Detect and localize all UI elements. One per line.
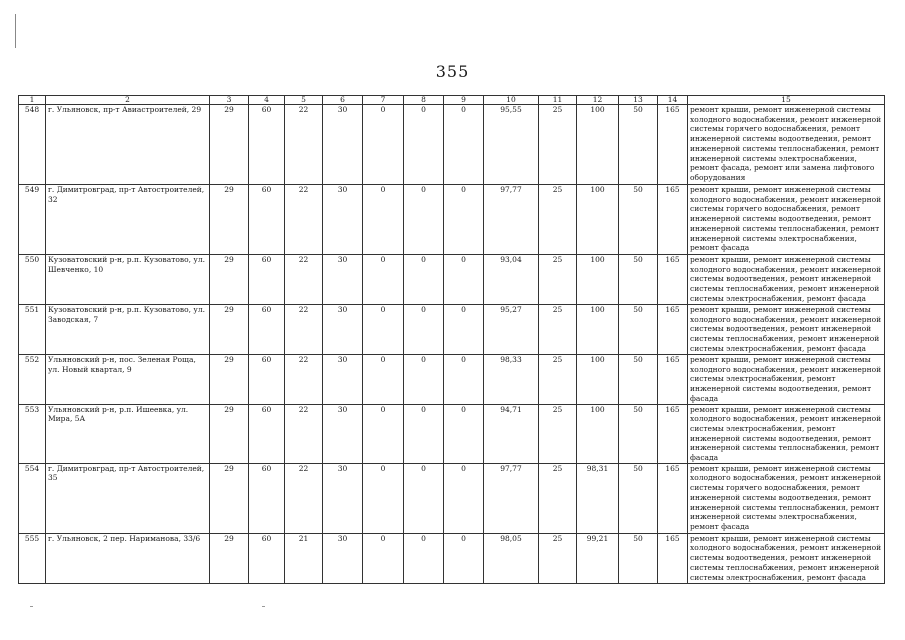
column-header: 1	[19, 96, 46, 105]
value-cell: 22	[285, 255, 323, 305]
value-cell: 25	[539, 185, 577, 255]
address-cell: Кузоватовский р-н, р.п. Кузоватово, ул. Заводская, 7	[46, 305, 210, 355]
value-cell: 165	[658, 355, 688, 405]
value-cell: 0	[363, 255, 404, 305]
value-cell: 0	[363, 185, 404, 255]
address-cell: г. Ульяновск, пр-т Авиастроителей, 29	[46, 105, 210, 185]
table-row	[19, 305, 885, 355]
row-number: 550	[19, 255, 46, 305]
scan-dot	[30, 606, 33, 607]
value-cell: 29	[210, 463, 249, 533]
value-cell: 30	[323, 404, 363, 463]
value-cell: 22	[285, 305, 323, 355]
value-cell: 25	[539, 463, 577, 533]
value-cell: 0	[404, 404, 444, 463]
value-cell: 0	[363, 404, 404, 463]
works-cell: ремонт крыши, ремонт инженерной системы холодного водоснабжения, ремонт инженерной системы горячего водоснабжения, ремонт инженерной системы водоотведения, ремонт инженерной системы теплоснабжения, ремонт инженерной системы электроснабжения, ремонт фасада	[688, 463, 885, 533]
value-cell: 95,55	[484, 105, 539, 185]
value-cell: 0	[404, 305, 444, 355]
address-cell: Ульяновский р-н, пос. Зеленая Роща, ул. Новый квартал, 9	[46, 355, 210, 405]
value-cell: 98,33	[484, 355, 539, 405]
value-cell: 29	[210, 185, 249, 255]
column-header: 2	[46, 96, 210, 105]
value-cell: 0	[444, 185, 484, 255]
table-row	[19, 355, 885, 405]
table-row	[19, 185, 885, 255]
value-cell: 100	[577, 255, 619, 305]
value-cell: 50	[619, 305, 658, 355]
value-cell: 165	[658, 255, 688, 305]
value-cell: 60	[249, 355, 285, 405]
value-cell: 25	[539, 105, 577, 185]
value-cell: 165	[658, 105, 688, 185]
value-cell: 30	[323, 305, 363, 355]
table-row	[19, 404, 885, 463]
value-cell: 29	[210, 255, 249, 305]
value-cell: 50	[619, 533, 658, 583]
row-number: 554	[19, 463, 46, 533]
value-cell: 0	[444, 404, 484, 463]
value-cell: 25	[539, 404, 577, 463]
value-cell: 0	[444, 105, 484, 185]
row-number: 555	[19, 533, 46, 583]
value-cell: 22	[285, 404, 323, 463]
row-number: 551	[19, 305, 46, 355]
value-cell: 165	[658, 305, 688, 355]
row-number: 552	[19, 355, 46, 405]
value-cell: 99,21	[577, 533, 619, 583]
value-cell: 0	[444, 463, 484, 533]
works-cell: ремонт крыши, ремонт инженерной системы холодного водоснабжения, ремонт инженерной системы горячего водоснабжения, ремонт инженерной системы водоотведения, ремонт инженерной системы теплоснабжения, ремонт инженерной системы электроснабжения, ремонт фасада	[688, 185, 885, 255]
address-cell: Ульяновский р-н, р.п. Ишеевка, ул. Мира, 5А	[46, 404, 210, 463]
column-header: 4	[249, 96, 285, 105]
value-cell: 0	[404, 185, 444, 255]
column-header: 15	[688, 96, 885, 105]
column-header: 13	[619, 96, 658, 105]
value-cell: 97,77	[484, 463, 539, 533]
column-header: 6	[323, 96, 363, 105]
value-cell: 0	[363, 463, 404, 533]
value-cell: 30	[323, 185, 363, 255]
value-cell: 0	[404, 355, 444, 405]
value-cell: 60	[249, 255, 285, 305]
scan-dot	[262, 606, 265, 607]
works-cell: ремонт крыши, ремонт инженерной системы холодного водоснабжения, ремонт инженерной системы водоотведения, ремонт инженерной системы теплоснабжения, ремонт инженерной системы электроснабжения, ремонт фасада	[688, 305, 885, 355]
value-cell: 60	[249, 305, 285, 355]
row-number: 548	[19, 105, 46, 185]
value-cell: 29	[210, 105, 249, 185]
address-cell: г. Димитровград, пр-т Автостроителей, 35	[46, 463, 210, 533]
value-cell: 50	[619, 105, 658, 185]
value-cell: 30	[323, 355, 363, 405]
value-cell: 60	[249, 533, 285, 583]
value-cell: 30	[323, 105, 363, 185]
value-cell: 60	[249, 404, 285, 463]
address-cell: Кузоватовский р-н, р.п. Кузоватово, ул. Шевченко, 10	[46, 255, 210, 305]
value-cell: 0	[363, 305, 404, 355]
value-cell: 0	[363, 533, 404, 583]
table-row	[19, 463, 885, 533]
column-header: 8	[404, 96, 444, 105]
value-cell: 60	[249, 463, 285, 533]
row-number: 549	[19, 185, 46, 255]
value-cell: 165	[658, 463, 688, 533]
value-cell: 100	[577, 355, 619, 405]
value-cell: 60	[249, 185, 285, 255]
value-cell: 0	[404, 463, 444, 533]
page-number: 355	[435, 62, 470, 81]
value-cell: 93,04	[484, 255, 539, 305]
value-cell: 22	[285, 185, 323, 255]
scan-edge-mark	[15, 14, 16, 48]
value-cell: 50	[619, 255, 658, 305]
value-cell: 50	[619, 404, 658, 463]
works-cell: ремонт крыши, ремонт инженерной системы холодного водоснабжения, ремонт инженерной системы водоотведения, ремонт инженерной системы теплоснабжения, ремонт инженерной системы электроснабжения, ремонт фасада	[688, 255, 885, 305]
value-cell: 30	[323, 533, 363, 583]
table-row	[19, 105, 885, 185]
value-cell: 98,05	[484, 533, 539, 583]
table-row	[19, 255, 885, 305]
value-cell: 25	[539, 305, 577, 355]
column-header: 12	[577, 96, 619, 105]
column-header: 5	[285, 96, 323, 105]
row-number: 553	[19, 404, 46, 463]
value-cell: 100	[577, 404, 619, 463]
value-cell: 0	[444, 355, 484, 405]
value-cell: 0	[404, 533, 444, 583]
column-header: 14	[658, 96, 688, 105]
value-cell: 30	[323, 463, 363, 533]
value-cell: 100	[577, 305, 619, 355]
repair-plan-table	[18, 95, 885, 584]
value-cell: 22	[285, 463, 323, 533]
value-cell: 60	[249, 105, 285, 185]
value-cell: 29	[210, 404, 249, 463]
works-cell: ремонт крыши, ремонт инженерной системы холодного водоснабжения, ремонт инженерной системы горячего водоснабжения, ремонт инженерной системы водоотведения, ремонт инженерной системы теплоснабжения, ремонт инженерной системы электроснабжения, ремонт фасада, ремонт или замена лифтового оборудования	[688, 105, 885, 185]
value-cell: 29	[210, 533, 249, 583]
column-number-row	[19, 96, 885, 105]
value-cell: 0	[404, 255, 444, 305]
value-cell: 50	[619, 463, 658, 533]
column-header: 7	[363, 96, 404, 105]
value-cell: 94,71	[484, 404, 539, 463]
works-cell: ремонт крыши, ремонт инженерной системы холодного водоснабжения, ремонт инженерной системы водоотведения, ремонт инженерной системы теплоснабжения, ремонт инженерной системы электроснабжения, ремонт фасада	[688, 533, 885, 583]
value-cell: 95,27	[484, 305, 539, 355]
value-cell: 50	[619, 355, 658, 405]
column-header: 10	[484, 96, 539, 105]
value-cell: 100	[577, 105, 619, 185]
value-cell: 22	[285, 105, 323, 185]
value-cell: 0	[363, 105, 404, 185]
value-cell: 25	[539, 533, 577, 583]
value-cell: 29	[210, 305, 249, 355]
table-row	[19, 533, 885, 583]
address-cell: г. Ульяновск, 2 пер. Нариманова, 33/6	[46, 533, 210, 583]
value-cell: 29	[210, 355, 249, 405]
value-cell: 165	[658, 404, 688, 463]
value-cell: 50	[619, 185, 658, 255]
value-cell: 25	[539, 355, 577, 405]
value-cell: 0	[363, 355, 404, 405]
value-cell: 100	[577, 185, 619, 255]
value-cell: 30	[323, 255, 363, 305]
value-cell: 0	[404, 105, 444, 185]
value-cell: 25	[539, 255, 577, 305]
value-cell: 21	[285, 533, 323, 583]
value-cell: 0	[444, 305, 484, 355]
column-header: 11	[539, 96, 577, 105]
value-cell: 97,77	[484, 185, 539, 255]
works-cell: ремонт крыши, ремонт инженерной системы холодного водоснабжения, ремонт инженерной системы электроснабжения, ремонт инженерной системы водоотведения, ремонт инженерной системы теплоснабжения, ремонт фасада	[688, 404, 885, 463]
column-header: 3	[210, 96, 249, 105]
value-cell: 22	[285, 355, 323, 405]
value-cell: 165	[658, 185, 688, 255]
column-header: 9	[444, 96, 484, 105]
works-cell: ремонт крыши, ремонт инженерной системы холодного водоснабжения, ремонт инженерной системы электроснабжения, ремонт инженерной системы водоотведения, ремонт фасада	[688, 355, 885, 405]
address-cell: г. Димитровград, пр-т Автостроителей, 32	[46, 185, 210, 255]
value-cell: 0	[444, 533, 484, 583]
value-cell: 165	[658, 533, 688, 583]
value-cell: 98,31	[577, 463, 619, 533]
value-cell: 0	[444, 255, 484, 305]
